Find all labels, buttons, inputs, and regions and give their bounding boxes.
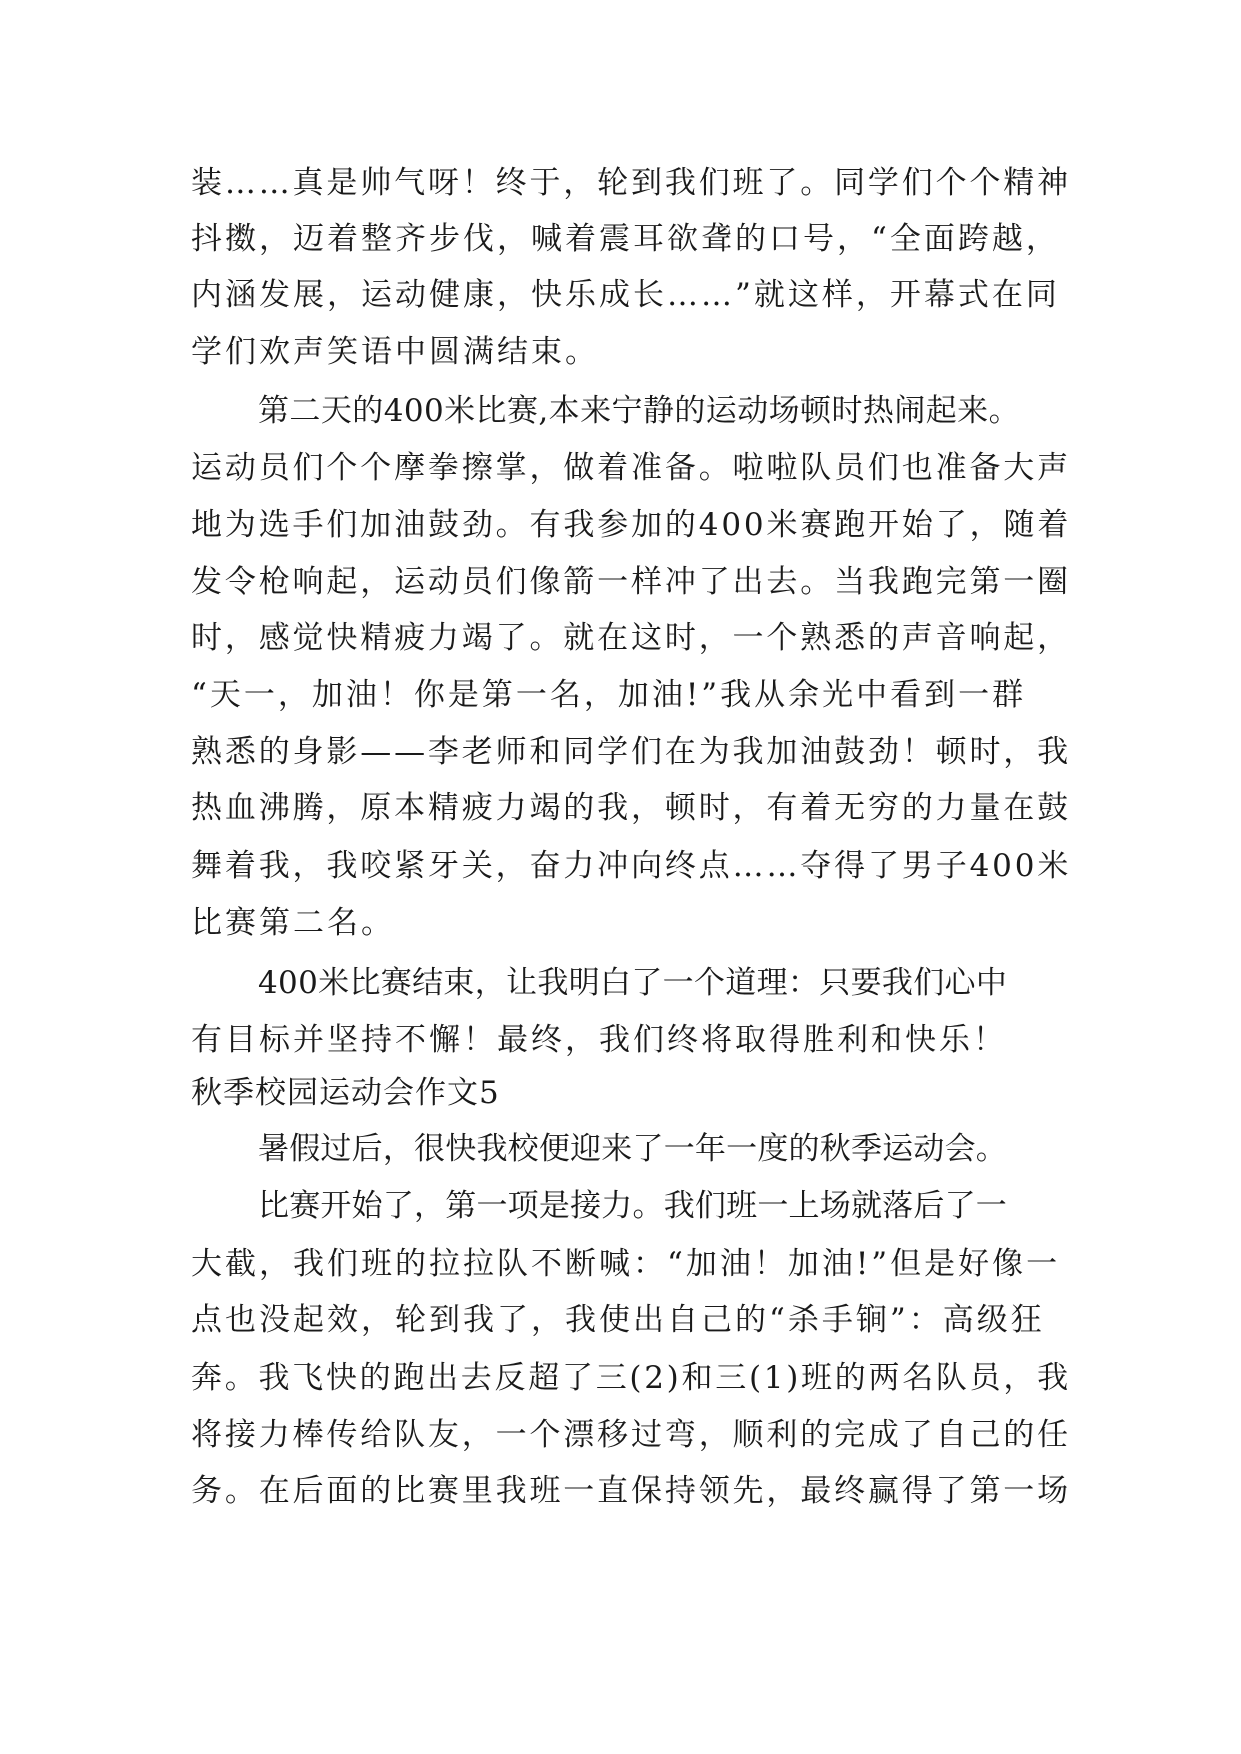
text-line: 内涵发展，运动健康，快乐成长……”就这样，开幕式在同: [191, 277, 1060, 313]
text-line: 大截，我们班的拉拉队不断喊：“加油！加油!”但是好像一: [191, 1246, 1061, 1282]
text-line: 学们欢声笑语中圆满结束。: [191, 334, 599, 370]
text-line: 将接力棒传给队友，一个漂移过弯，顺利的完成了自己的任: [191, 1417, 1071, 1453]
text-line: 务。在后面的比赛里我班一直保持领先，最终赢得了第一场: [191, 1473, 1071, 1509]
text-line: 时，感觉快精疲力竭了。就在这时，一个熟悉的声音响起，: [191, 620, 1071, 656]
text-line: 舞着我，我咬紧牙关，奋力冲向终点……夺得了男子400米: [191, 848, 1072, 884]
text-line: 地为选手们加油鼓劲。有我参加的400米赛跑开始了，随着: [191, 507, 1072, 543]
text-line: 熟悉的身影——李老师和同学们在为我加油鼓劲！顿时，我: [191, 734, 1071, 770]
text-line: 装……真是帅气呀！终于，轮到我们班了。同学们个个精神: [191, 165, 1071, 201]
text-line: 点也没起效，轮到我了，我使出自己的“杀手锏”：高级狂: [191, 1302, 1045, 1338]
paragraph-start-line: 第二天的400米比赛,本来宁静的运动场顿时热闹起来。: [258, 393, 1021, 429]
text-line: 抖擞，迈着整齐步伐，喊着震耳欲聋的口号，“全面跨越，: [191, 221, 1060, 257]
text-line: 比赛第二名。: [191, 905, 395, 941]
paragraph-start-line: 暑假过后，很快我校便迎来了一年一度的秋季运动会。: [258, 1131, 1007, 1167]
paragraph-start-line: 比赛开始了，第一项是接力。我们班一上场就落后了一: [258, 1188, 1007, 1224]
text-line: 发令枪响起，运动员们像箭一样冲了出去。当我跑完第一圈: [191, 564, 1071, 600]
text-line: 热血沸腾，原本精疲力竭的我，顿时，有着无穷的力量在鼓: [191, 790, 1071, 826]
paragraph-start-line: 400米比赛结束，让我明白了一个道理：只要我们心中: [258, 965, 1008, 1001]
text-line: 有目标并坚持不懈！最终，我们终将取得胜利和快乐！: [191, 1022, 1007, 1058]
section-heading: 秋季校园运动会作文5: [191, 1075, 500, 1111]
text-line: 奔。我飞快的跑出去反超了三(2)和三(1)班的两名队员，我: [191, 1360, 1071, 1396]
text-line: 运动员们个个摩拳擦掌，做着准备。啦啦队员们也准备大声: [191, 450, 1071, 486]
text-line: “天一，加油！你是第一名，加油!”我从余光中看到一群: [191, 677, 1027, 713]
